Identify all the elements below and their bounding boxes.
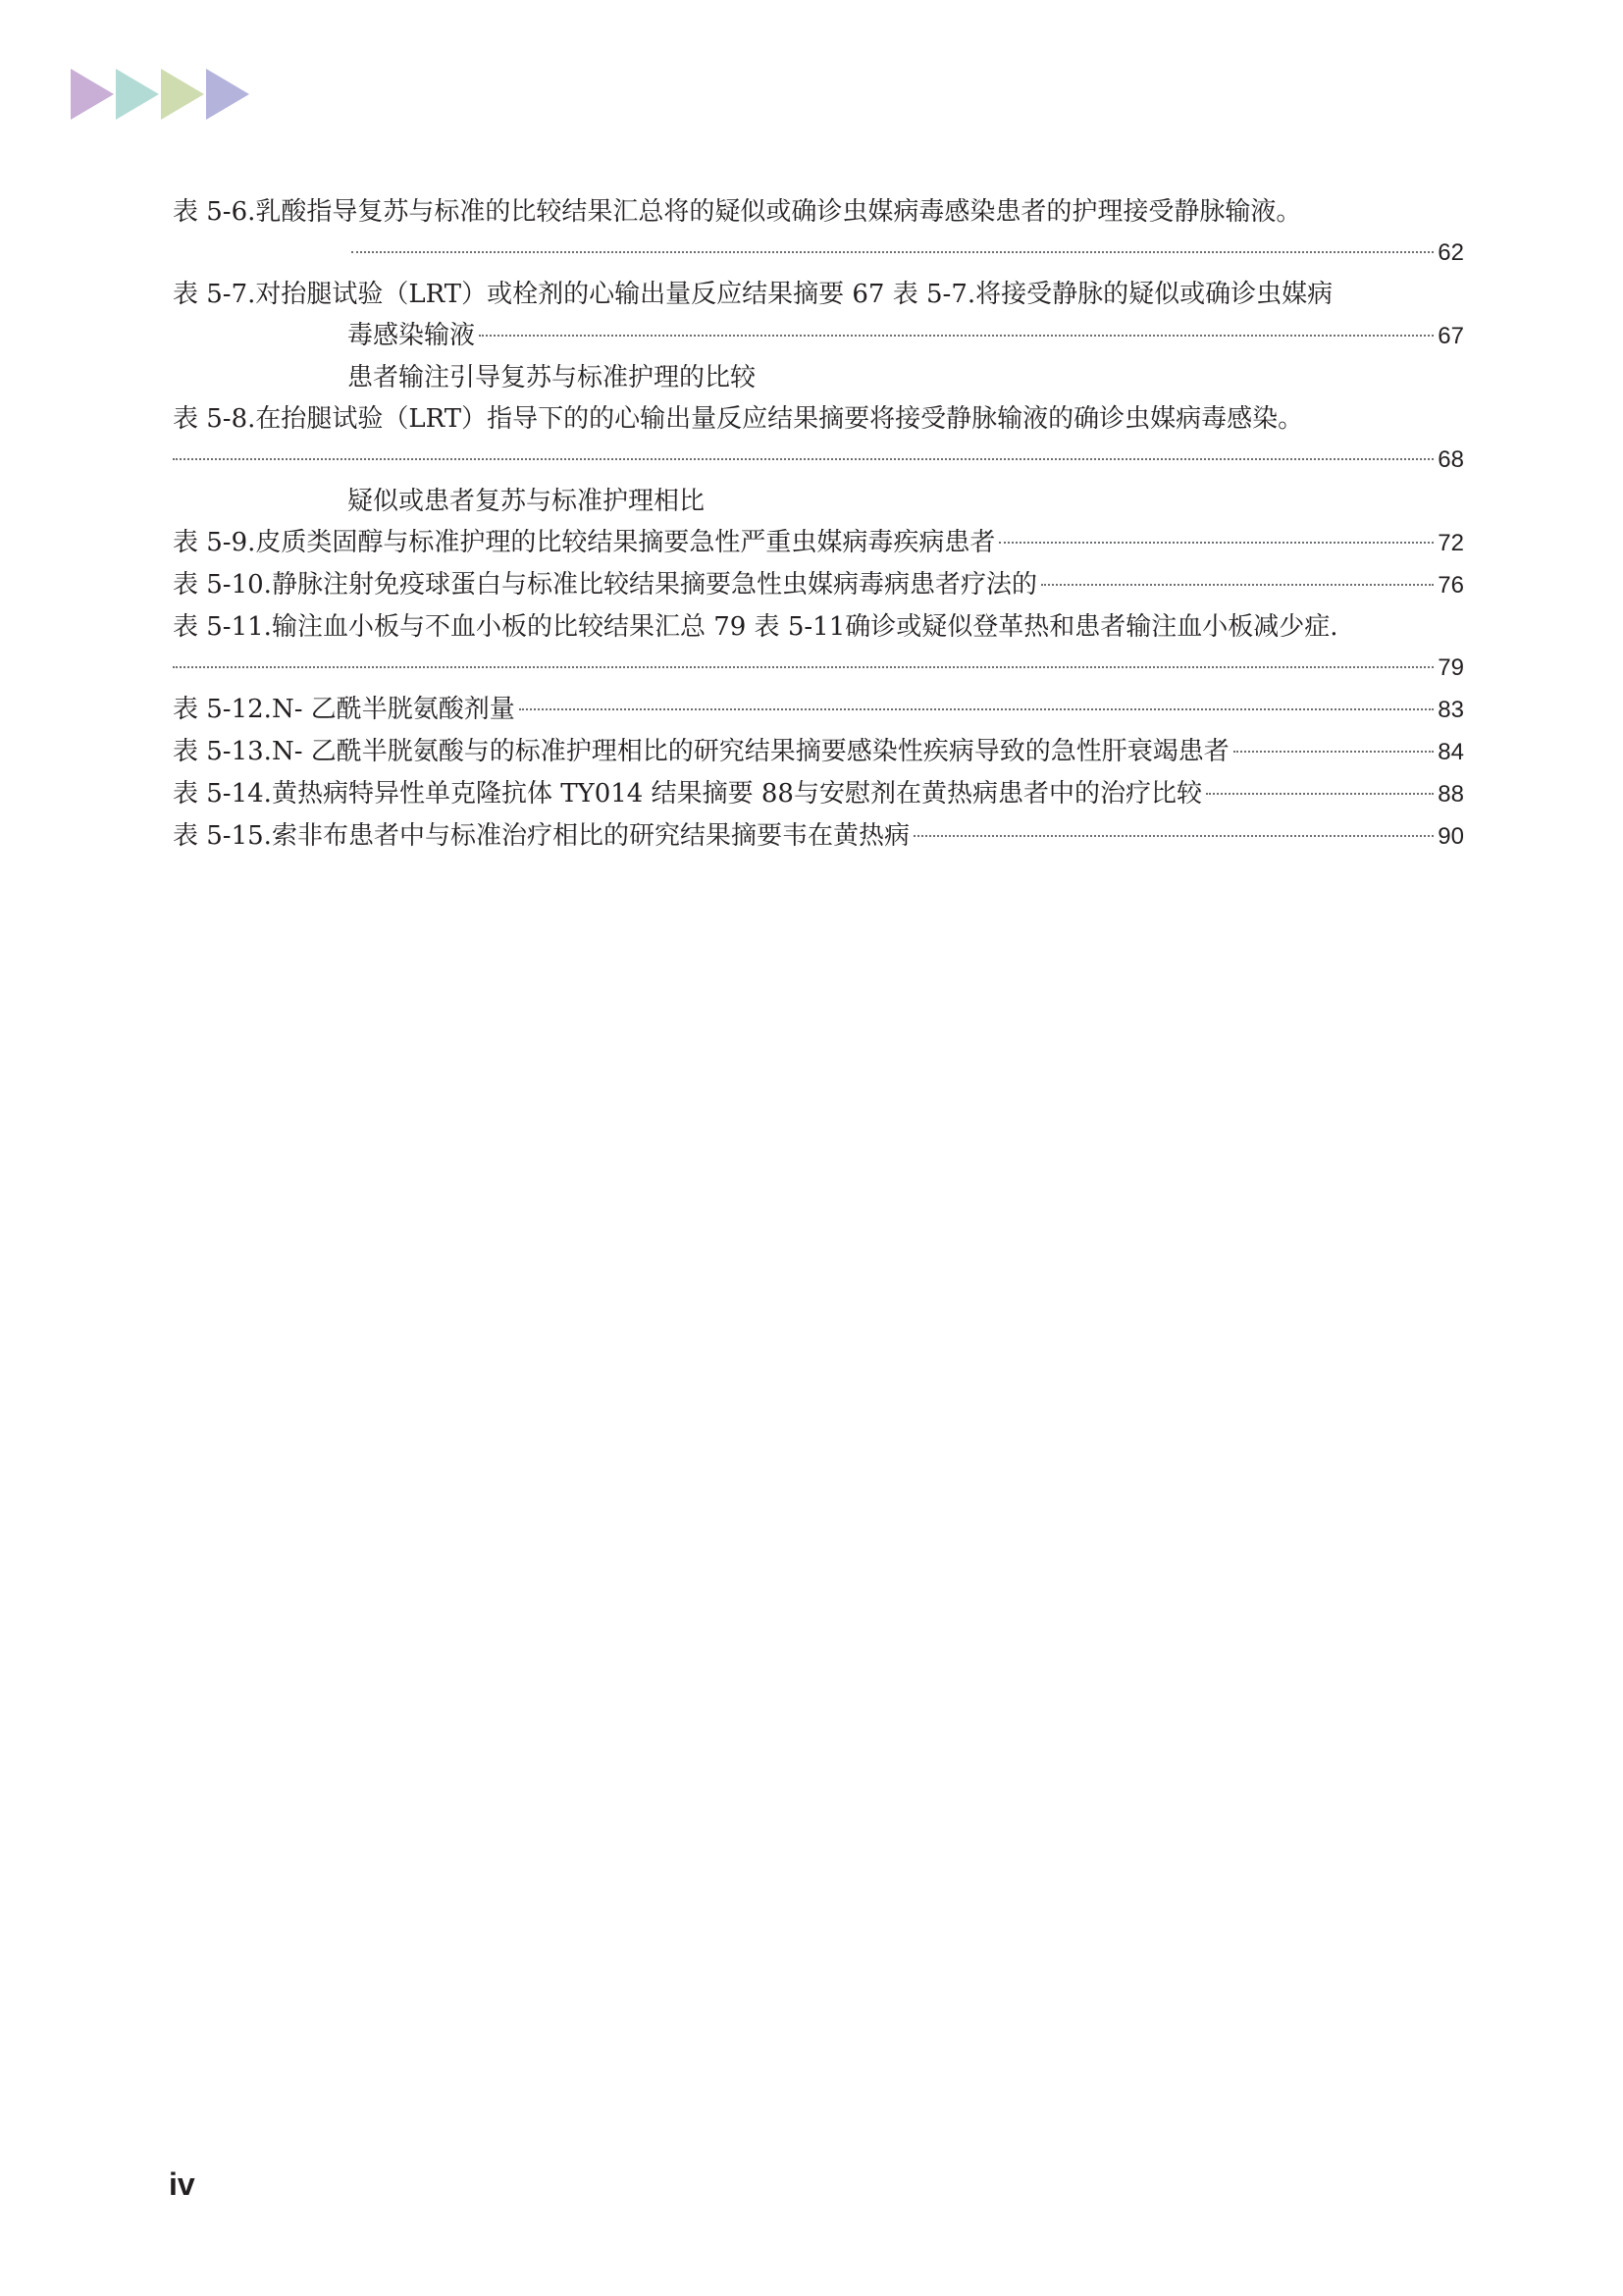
toc-page-number: 83 bbox=[1438, 697, 1464, 723]
toc-entry[interactable] bbox=[173, 606, 1464, 648]
toc-entry-title-tail: 疑似或患者复苏与标准护理相比 bbox=[347, 487, 706, 516]
dot-leader bbox=[173, 458, 1434, 460]
dot-leader bbox=[351, 251, 1434, 253]
toc-entry-title: 表 5-10.静脉注射免疫球蛋白与标准比较结果摘要急性虫媒病毒病患者疗法的 bbox=[173, 570, 1037, 600]
dot-leader bbox=[1041, 584, 1434, 586]
toc-entry-title: 表 5-6.乳酸指导复苏与标准的比较结果汇总将的疑似或确诊虫媒病毒感染患者的护理接受静脉输液。 bbox=[173, 197, 1302, 227]
toc-entry-title: 表 5-9.皮质类固醇与标准护理的比较结果摘要急性严重虫媒病毒疾病患者 bbox=[173, 528, 996, 557]
toc-entry-title: 表 5-8.在抬腿试验（LRT）指导下的的心输出量反应结果摘要将接受静脉输液的确诊虫媒病毒感染。 bbox=[173, 404, 1304, 434]
toc-page-number: 72 bbox=[1438, 530, 1464, 556]
toc-entry[interactable] bbox=[173, 773, 1464, 815]
toc-entry-title: 表 5-13.N- 乙酰半胱氨酸与的标准护理相比的研究结果摘要感染性疾病导致的急性肝衰竭患者 bbox=[173, 737, 1230, 766]
dot-leader bbox=[519, 708, 1435, 710]
toc-entry-continuation[interactable] bbox=[173, 315, 1464, 357]
toc-entry[interactable] bbox=[173, 274, 1464, 315]
dot-leader bbox=[479, 335, 1434, 337]
page-number-footer: iv bbox=[169, 2166, 195, 2202]
toc-entry-title-tail: 患者输注引导复苏与标准护理的比较 bbox=[347, 363, 757, 392]
toc-entry-trailing-text bbox=[173, 481, 1464, 522]
toc-entry[interactable] bbox=[173, 689, 1464, 731]
toc-page-number: 76 bbox=[1438, 572, 1464, 599]
toc-page-number: 67 bbox=[1438, 323, 1464, 349]
dot-leader bbox=[999, 542, 1434, 544]
toc-entry[interactable] bbox=[173, 398, 1464, 440]
toc-page-number: 84 bbox=[1438, 739, 1464, 765]
toc-page-number: 68 bbox=[1438, 446, 1464, 473]
arrow-2-icon bbox=[116, 69, 159, 120]
table-of-tables bbox=[173, 191, 1464, 858]
dot-leader bbox=[173, 666, 1434, 668]
toc-page-number: 79 bbox=[1438, 654, 1464, 681]
toc-entry[interactable] bbox=[173, 731, 1464, 773]
toc-entry[interactable] bbox=[173, 815, 1464, 858]
dot-leader bbox=[1206, 793, 1434, 795]
dot-leader bbox=[1233, 751, 1435, 753]
toc-entry-title: 表 5-14.黄热病特异性单克隆抗体 TY014 结果摘要 88与安慰剂在黄热病患者中的治疗比较 bbox=[173, 779, 1202, 809]
toc-entry[interactable] bbox=[173, 564, 1464, 606]
toc-entry-title: 表 5-7.对抬腿试验（LRT）或栓剂的心输出量反应结果摘要 67 表 5-7.将接受静脉的疑似或确诊虫媒病 bbox=[173, 280, 1334, 309]
toc-entry-title: 表 5-15.索非布患者中与标准治疗相比的研究结果摘要韦在黄热病 bbox=[173, 821, 910, 851]
toc-entry-title: 表 5-11.输注血小板与不血小板的比较结果汇总 79 表 5-11确诊或疑似登革热和患者输注血小板减少症. bbox=[173, 612, 1338, 642]
dot-leader bbox=[914, 835, 1434, 837]
arrow-3-icon bbox=[161, 69, 204, 120]
toc-page-number: 62 bbox=[1438, 239, 1464, 266]
toc-page-number: 88 bbox=[1438, 781, 1464, 808]
arrow-4-icon bbox=[206, 69, 249, 120]
arrow-1-icon bbox=[71, 69, 114, 120]
toc-entry-title: 表 5-12.N- 乙酰半胱氨酸剂量 bbox=[173, 695, 515, 724]
toc-entry[interactable] bbox=[173, 191, 1464, 233]
toc-entry-title-cont: 毒感染输液 bbox=[347, 321, 476, 350]
toc-entry-page-line[interactable] bbox=[173, 648, 1464, 689]
toc-entry-page-line[interactable] bbox=[173, 440, 1464, 481]
toc-entry-page-line[interactable] bbox=[173, 233, 1464, 274]
header-arrows-decoration bbox=[71, 69, 257, 120]
toc-page-number: 90 bbox=[1438, 823, 1464, 850]
toc-entry-trailing-text bbox=[173, 357, 1464, 398]
toc-entry[interactable] bbox=[173, 522, 1464, 564]
